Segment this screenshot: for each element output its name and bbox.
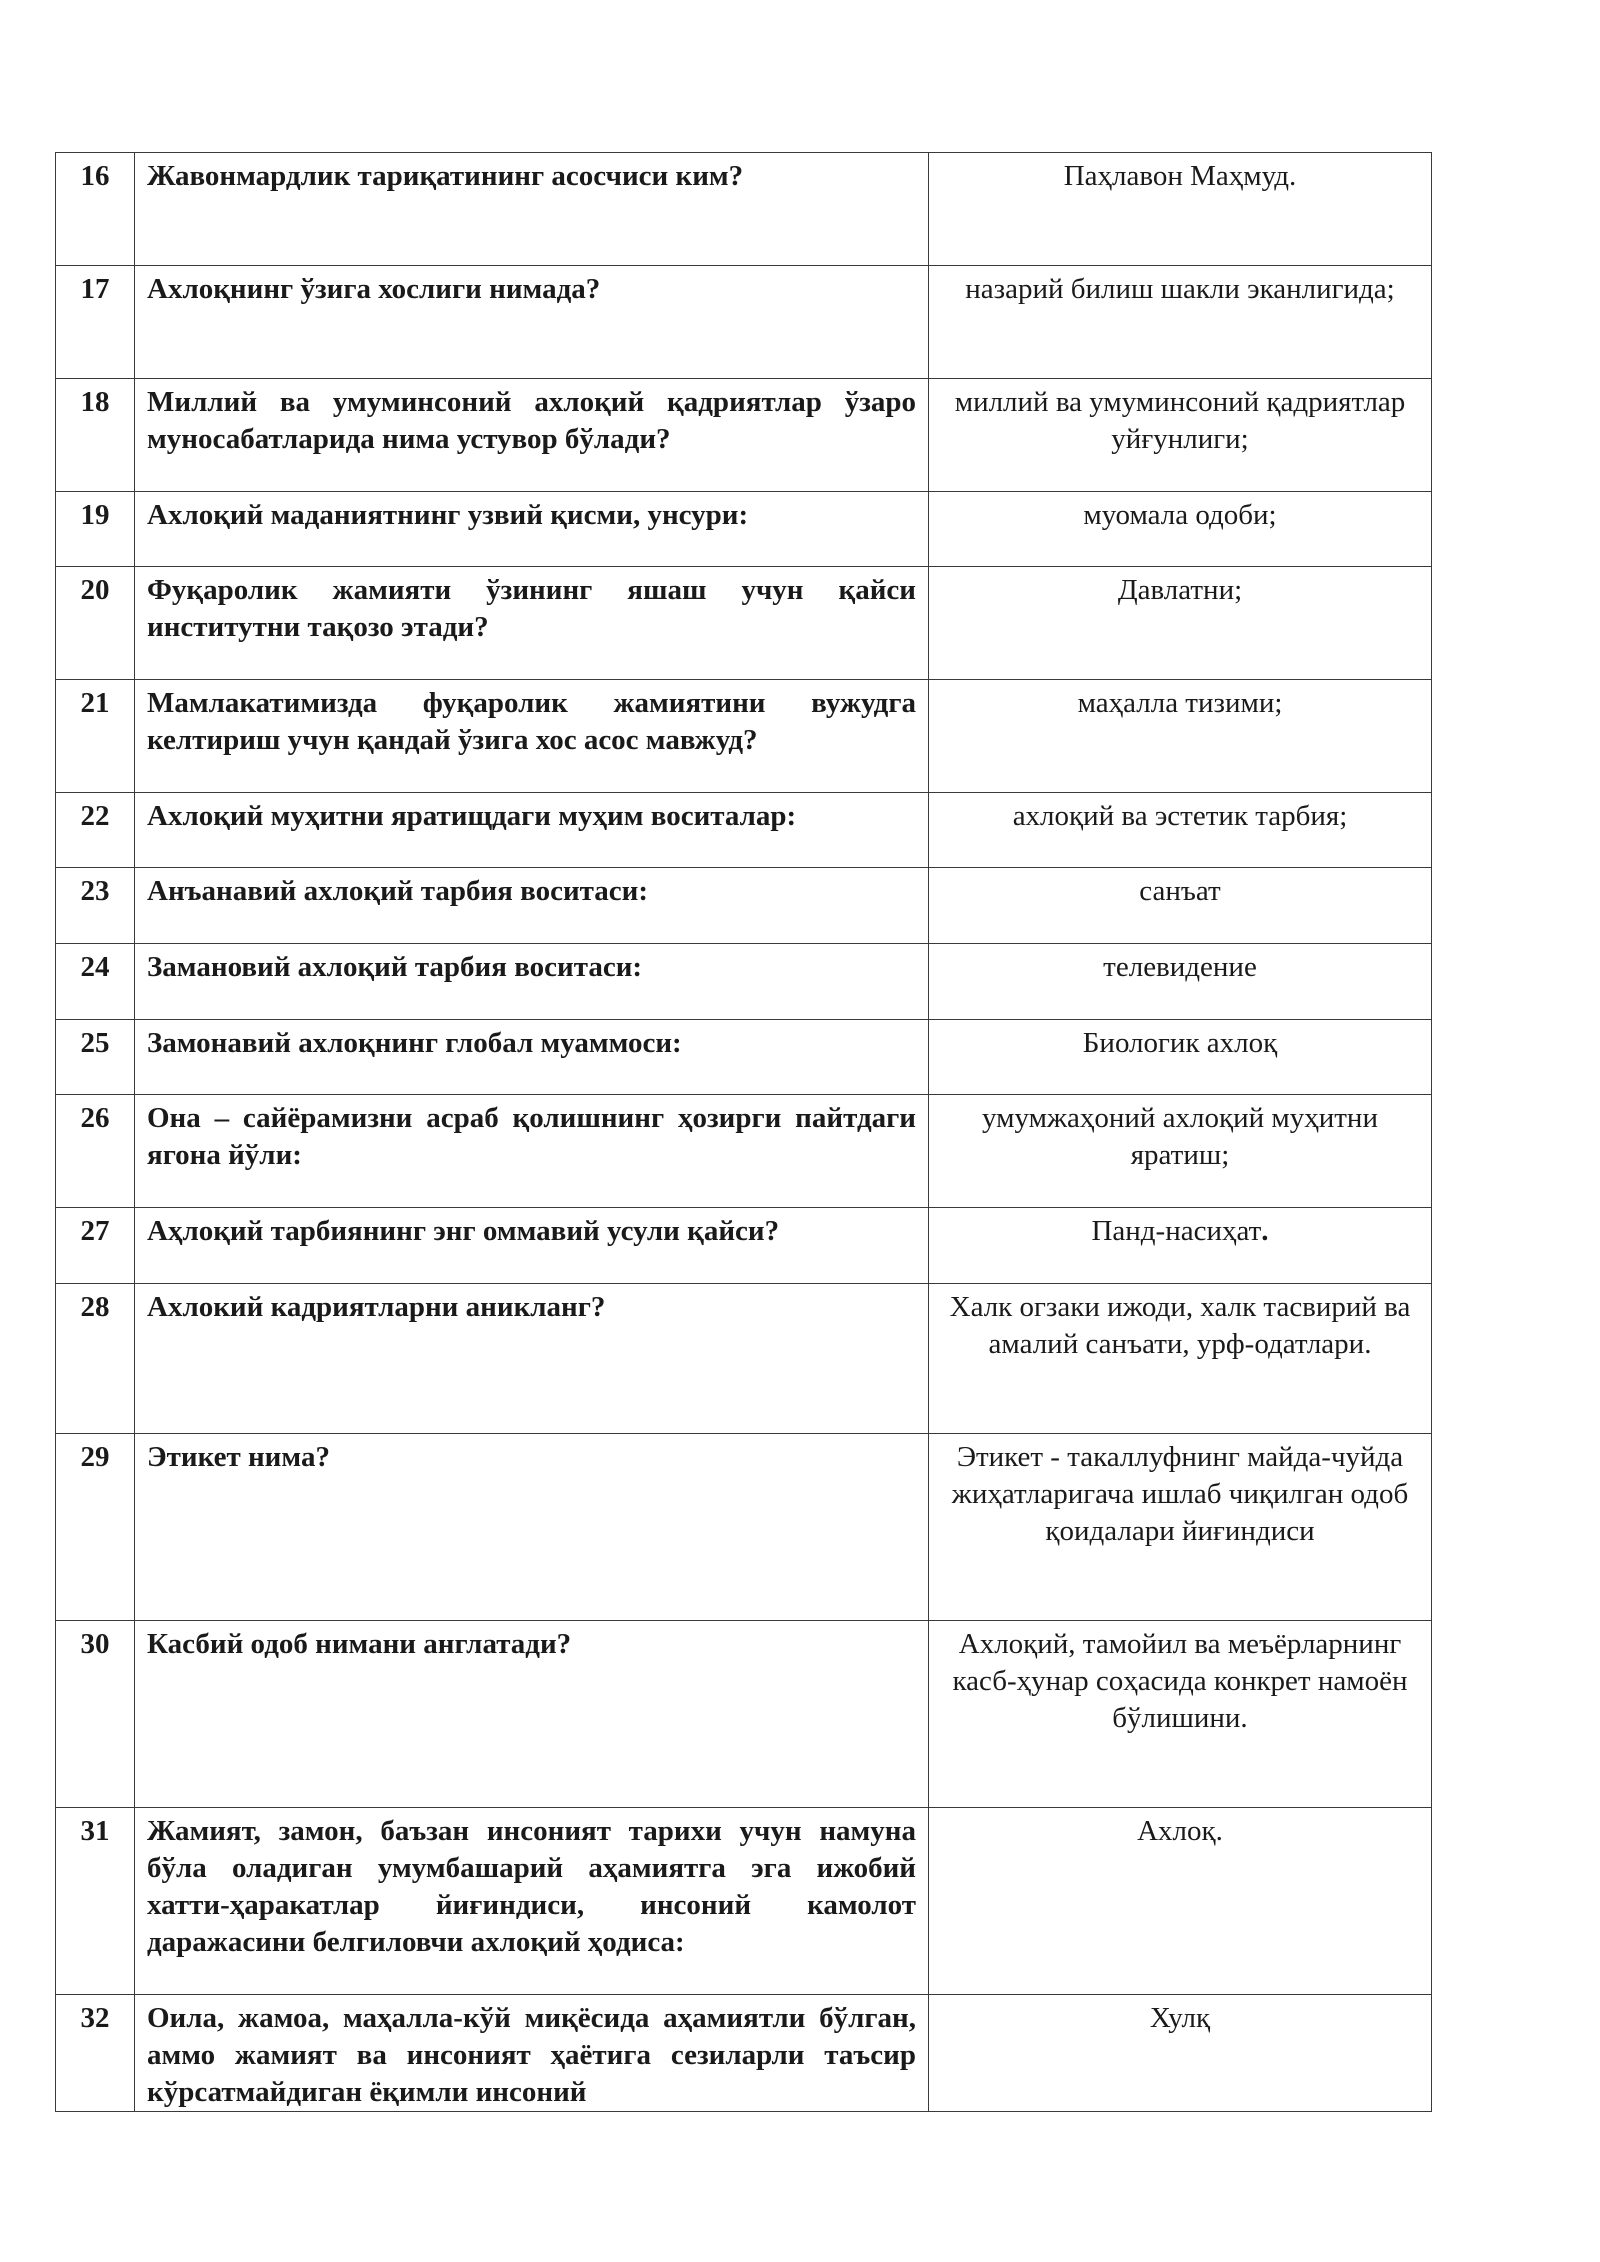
question-text: Она – сайёрамизни асраб қолишнинг ҳозирги пайтдаги ягона йўли: xyxy=(135,1095,929,1208)
table-row xyxy=(56,868,1432,944)
row-number: 27 xyxy=(56,1208,135,1284)
row-number: 25 xyxy=(56,1020,135,1095)
table-row xyxy=(56,492,1432,567)
qa-table xyxy=(55,152,1432,2112)
answer-text: умумжаҳоний ахлоқий муҳитни яратиш; xyxy=(929,1095,1432,1208)
answer-text: санъат xyxy=(929,868,1432,944)
row-number: 31 xyxy=(56,1808,135,1995)
answer-text: муомала одоби; xyxy=(929,492,1432,567)
row-number: 18 xyxy=(56,379,135,492)
row-number: 16 xyxy=(56,153,135,266)
question-text: Фуқаролик жамияти ўзининг яшаш учун қайси институтни тақозо этади? xyxy=(135,567,929,680)
question-text: Касбий одоб нимани англатади? xyxy=(135,1621,929,1808)
table-row xyxy=(56,1208,1432,1284)
row-number: 28 xyxy=(56,1284,135,1434)
answer-text: Халк огзаки ижоди, халк тасвирий ва амалий санъати, урф-одатлари. xyxy=(929,1284,1432,1434)
row-number: 17 xyxy=(56,266,135,379)
table-row xyxy=(56,379,1432,492)
table-row xyxy=(56,944,1432,1020)
row-number: 22 xyxy=(56,793,135,868)
table-row xyxy=(56,1434,1432,1621)
answer-text: миллий ва умуминсоний қадриятлар уйғунлиги; xyxy=(929,379,1432,492)
answer-text: Паҳлавон Маҳмуд. xyxy=(929,153,1432,266)
row-number: 21 xyxy=(56,680,135,793)
answer-text: Ахлоқий, тамойил ва меъёрларнинг касб-ҳунар соҳасида конкрет намоён бўлишини. xyxy=(929,1621,1432,1808)
question-text: Замонавий ахлоқнинг глобал муаммоси: xyxy=(135,1020,929,1095)
row-number: 24 xyxy=(56,944,135,1020)
answer-suffix: . xyxy=(1261,1215,1269,1247)
question-text: Этикет нима? xyxy=(135,1434,929,1621)
table-row xyxy=(56,567,1432,680)
answer-text: Давлатни; xyxy=(929,567,1432,680)
question-text: Ахлоқнинг ўзига хослиги нимада? xyxy=(135,266,929,379)
row-number: 23 xyxy=(56,868,135,944)
question-text: Миллий ва умуминсоний ахлоқий қадриятлар ўзаро муносабатларида нима устувор бўлади? xyxy=(135,379,929,492)
answer-cell xyxy=(929,1208,1432,1284)
table-row xyxy=(56,1095,1432,1208)
table-row xyxy=(56,1621,1432,1808)
question-text: Ахлоқий муҳитни яратищдаги муҳим воситалар: xyxy=(135,793,929,868)
table-row xyxy=(56,793,1432,868)
question-text: Оила, жамоа, маҳалла-кўй миқёсида аҳамиятли бўлган, аммо жамият ва инсоният ҳаётига сезиларли таъсир кўрсатмайдиган ёқимли инсоний xyxy=(135,1995,929,2112)
row-number: 26 xyxy=(56,1095,135,1208)
answer-text: назарий билиш шакли эканлигида; xyxy=(929,266,1432,379)
row-number: 30 xyxy=(56,1621,135,1808)
table-row xyxy=(56,1808,1432,1995)
answer-text: ахлоқий ва эстетик тарбия; xyxy=(929,793,1432,868)
answer-text: Биологик ахлоқ xyxy=(929,1020,1432,1095)
answer-text: маҳалла тизими; xyxy=(929,680,1432,793)
table-row xyxy=(56,153,1432,266)
answer-text: Ахлоқ. xyxy=(929,1808,1432,1995)
table-row xyxy=(56,1995,1432,2112)
answer-text: Этикет - такаллуфнинг майда-чуйда жиҳатларигача ишлаб чиқилган одоб қоидалари йиғиндиси xyxy=(929,1434,1432,1621)
question-text: Жавонмардлик тариқатининг асосчиси ким? xyxy=(135,153,929,266)
question-text: Жамият, замон, баъзан инсоният тарихи учун намуна бўла оладиган умумбашарий аҳамиятга эга ижобий хатти-ҳаракатлар йиғиндиси, инсоний камолот даражасини белгиловчи ахлоқий ҳодиса: xyxy=(135,1808,929,1995)
row-number: 32 xyxy=(56,1995,135,2112)
answer-text: Хулқ xyxy=(929,1995,1432,2112)
question-text: Аҳлоқий тарбиянинг энг оммавий усули қайси? xyxy=(135,1208,929,1284)
row-number: 19 xyxy=(56,492,135,567)
question-text: Ахлокий кадриятларни аникланг? xyxy=(135,1284,929,1434)
table-row xyxy=(56,266,1432,379)
answer-text: телевидение xyxy=(929,944,1432,1020)
row-number: 29 xyxy=(56,1434,135,1621)
table-row xyxy=(56,680,1432,793)
question-text: Анъанавий ахлоқий тарбия воситаси: xyxy=(135,868,929,944)
question-text: Мамлакатимизда фуқаролик жамиятини вужудга келтириш учун қандай ўзига хос асос мавжуд? xyxy=(135,680,929,793)
question-text: Замановий ахлоқий тарбия воситаси: xyxy=(135,944,929,1020)
row-number: 20 xyxy=(56,567,135,680)
table-row xyxy=(56,1284,1432,1434)
answer-text: Панд-насиҳат xyxy=(1091,1215,1262,1247)
table-row xyxy=(56,1020,1432,1095)
question-text: Ахлоқий маданиятнинг узвий қисми, унсури: xyxy=(135,492,929,567)
